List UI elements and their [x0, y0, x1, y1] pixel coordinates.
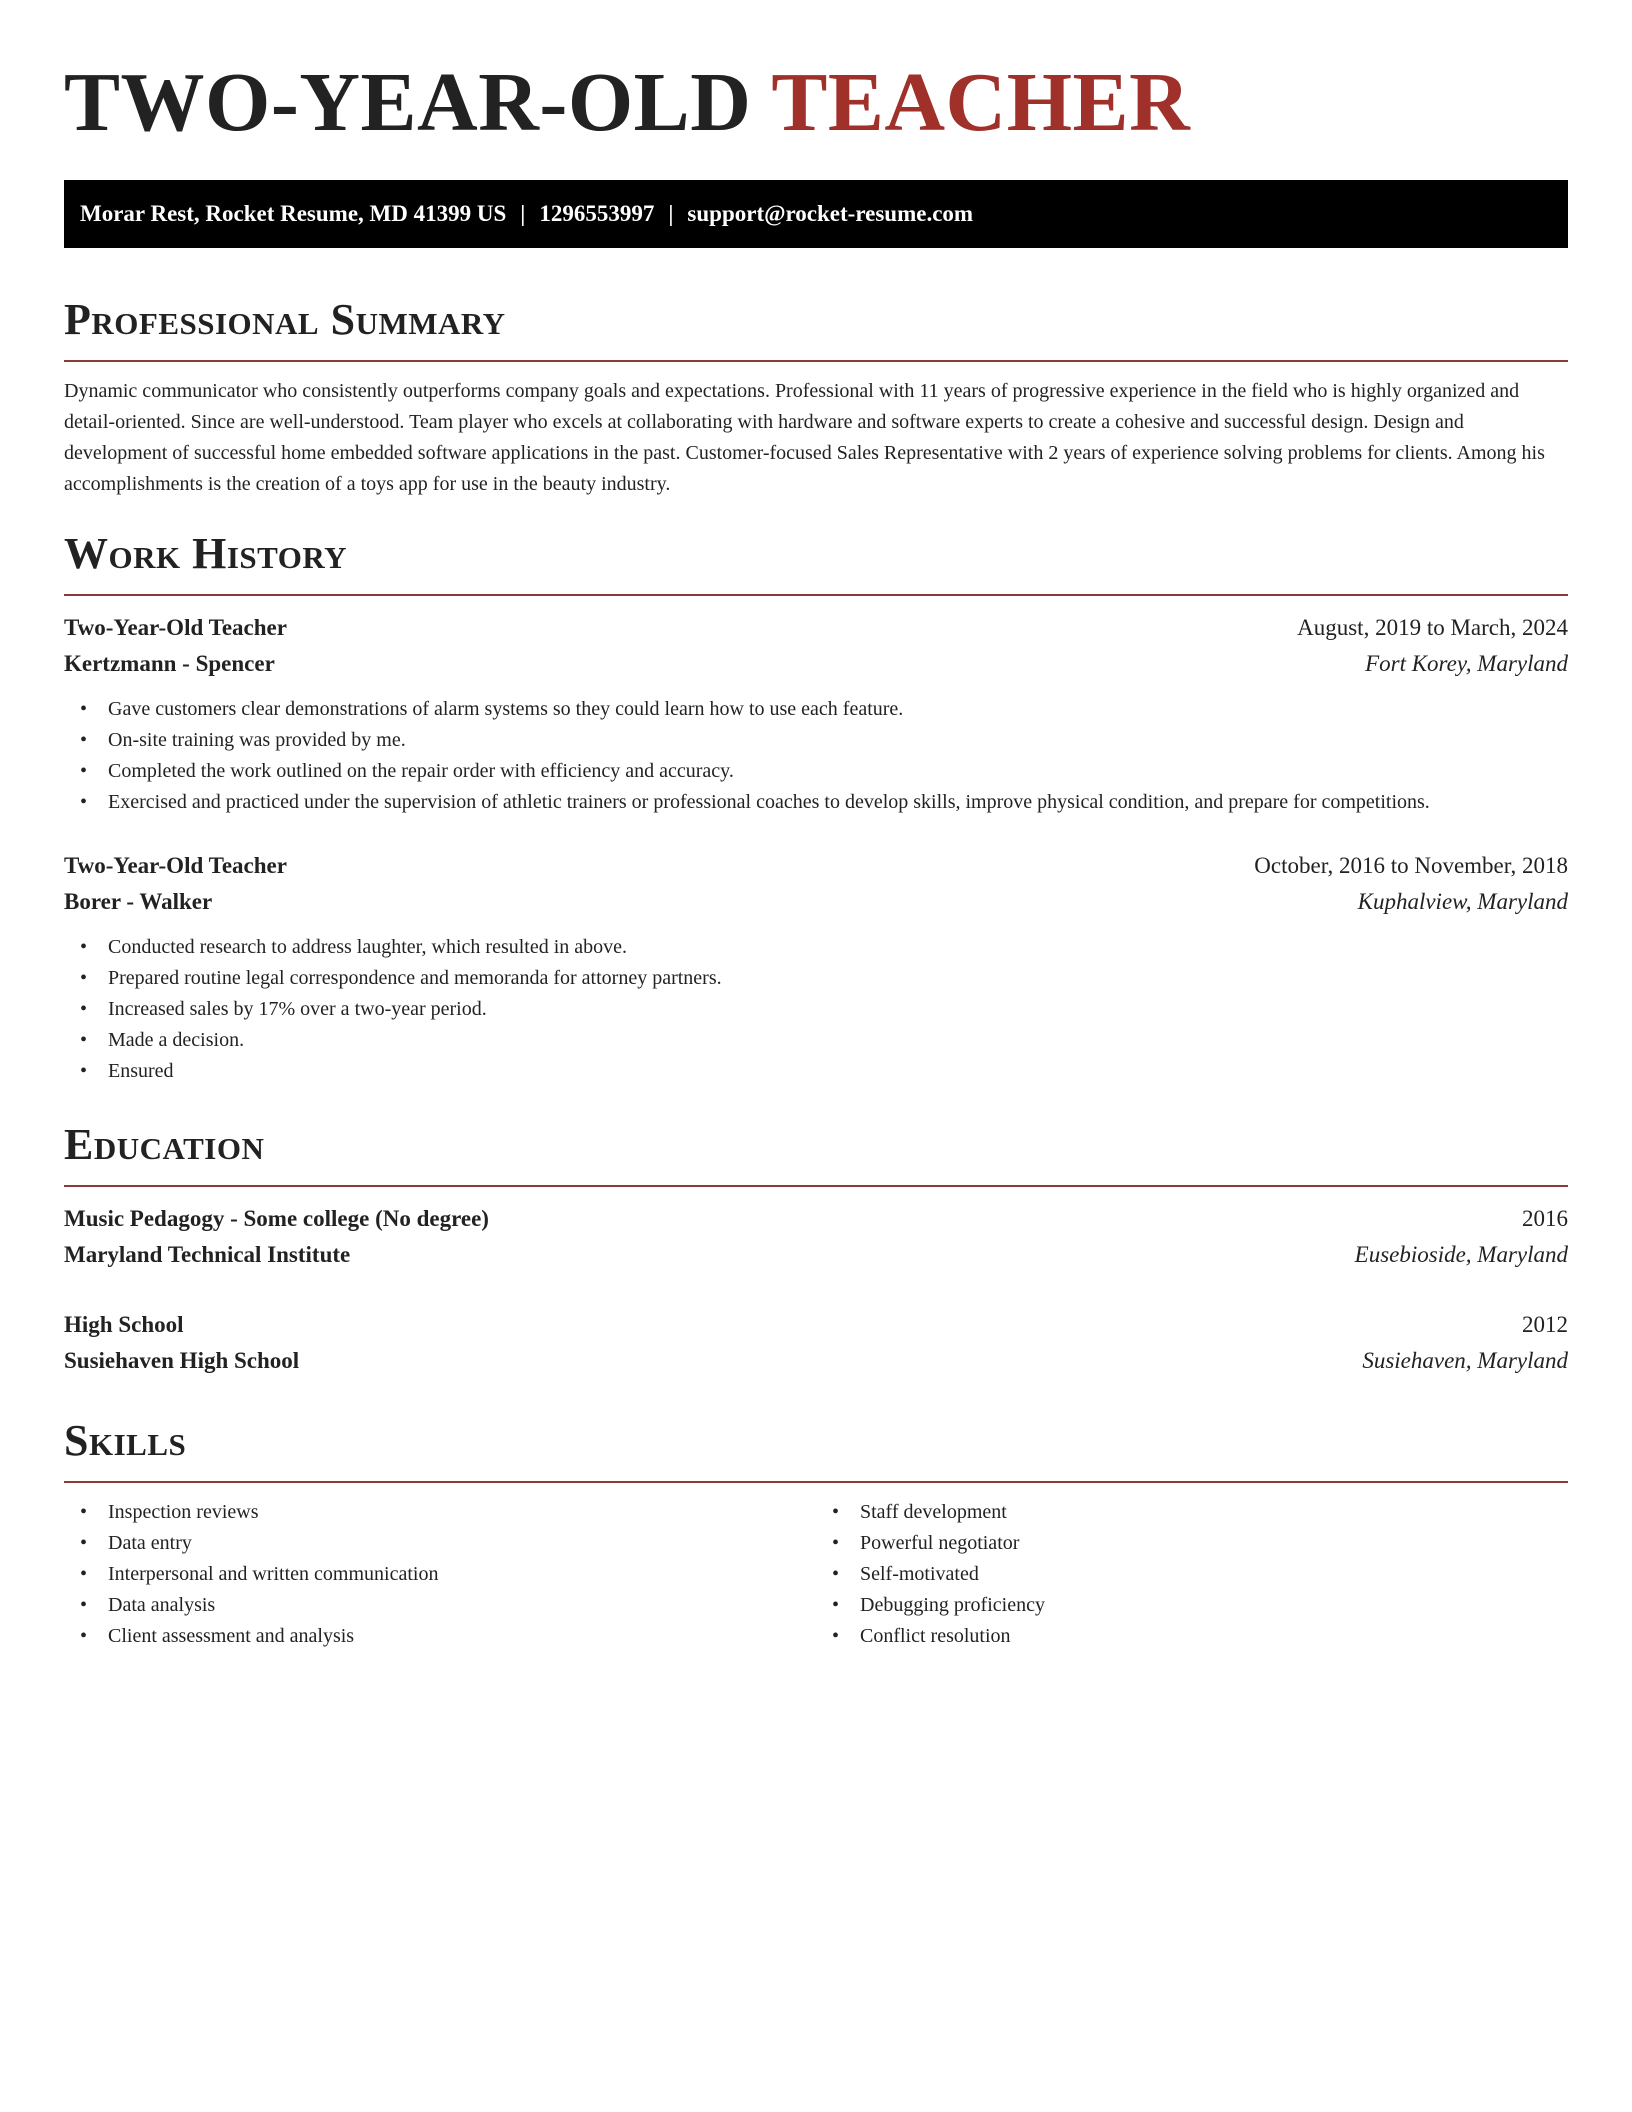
list-item — [80, 756, 1568, 787]
job-entry — [64, 848, 1568, 1087]
job-header-row — [64, 848, 1568, 884]
education-location: Eusebioside, Maryland — [1354, 1242, 1568, 1267]
skill-text: Conflict resolution — [860, 1625, 1011, 1647]
list-item — [80, 1559, 816, 1590]
name-accent-part: TEACHER — [771, 56, 1191, 149]
skills-column-right — [816, 1497, 1568, 1652]
resume-name-title — [64, 48, 1568, 158]
education-year: 2016 — [1522, 1206, 1568, 1231]
work-history-section — [64, 526, 1568, 1087]
contact-bar — [64, 180, 1568, 248]
bullet-icon: • — [832, 1501, 840, 1523]
job-bullet-text: Exercised and practiced under the supervision of athletic trainers or professional coaches to develop skills, improve physical condition, and prepare for competitions. — [108, 791, 1430, 813]
job-company-row — [64, 884, 1568, 920]
list-item — [80, 1056, 1568, 1087]
summary-section — [64, 292, 1568, 500]
job-bullet-text: Ensured — [108, 1060, 174, 1082]
job-location: Kuphalview, Maryland — [1357, 889, 1568, 914]
education-school-row — [64, 1237, 1568, 1273]
education-degree: Music Pedagogy - Some college (No degree) — [64, 1206, 489, 1231]
skill-text: Powerful negotiator — [860, 1532, 1020, 1554]
contact-phone: 1296553997 — [539, 201, 655, 226]
bullet-icon: • — [80, 1501, 88, 1523]
job-bullet-text: Increased sales by 17% over a two-year period. — [108, 998, 487, 1020]
job-dates: August, 2019 to March, 2024 — [1297, 615, 1568, 640]
list-item — [832, 1621, 1568, 1652]
contact-separator: | — [668, 201, 674, 226]
job-bullet-text: On-site training was provided by me. — [108, 729, 406, 751]
skill-text: Interpersonal and written communication — [108, 1563, 439, 1585]
job-company-row — [64, 646, 1568, 682]
skills-list — [64, 1497, 816, 1652]
summary-text: Dynamic communicator who consistently outperforms company goals and expectations. Professional with 11 years of progressive experience in the field who is highly organized and detail-oriented. Since are well-understood. Team player who excels at collaborating with hardware and software experts to create a cohesive and successful design. Design and development of successful home embedded software applications in the past. Customer-focused Sales Representative with 2 years of experience solving problems for clients. Among his accomplishments is the creation of a toys app for use in the beauty industry. — [64, 380, 1545, 495]
skill-text: Client assessment and analysis — [108, 1625, 355, 1647]
skill-text: Data entry — [108, 1532, 192, 1554]
summary-heading: Professional Summary — [64, 295, 506, 344]
skills-heading: Skills — [64, 1416, 187, 1465]
list-item — [832, 1497, 1568, 1528]
job-bullet-text: Prepared routine legal correspondence and memoranda for attorney partners. — [108, 967, 722, 989]
bullet-icon: • — [80, 1594, 88, 1616]
bullet-icon: • — [832, 1563, 840, 1585]
bullet-icon: • — [80, 1060, 88, 1082]
section-divider — [64, 1185, 1568, 1187]
skill-text: Data analysis — [108, 1594, 216, 1616]
list-item — [80, 963, 1568, 994]
education-header-row — [64, 1201, 1568, 1237]
education-degree: High School — [64, 1312, 184, 1337]
education-header-row — [64, 1307, 1568, 1343]
education-entry — [64, 1307, 1568, 1379]
bullet-icon: • — [80, 1029, 88, 1051]
list-item — [80, 787, 1568, 818]
bullet-icon: • — [80, 998, 88, 1020]
job-dates: October, 2016 to November, 2018 — [1254, 853, 1568, 878]
list-item — [80, 1025, 1568, 1056]
skill-text: Staff development — [860, 1501, 1007, 1523]
education-year: 2012 — [1522, 1312, 1568, 1337]
bullet-icon: • — [80, 760, 88, 782]
list-item — [80, 1621, 816, 1652]
job-bullet-text: Completed the work outlined on the repair order with efficiency and accuracy. — [108, 760, 734, 782]
bullet-icon: • — [832, 1532, 840, 1554]
section-divider — [64, 1481, 1568, 1483]
education-school: Susiehaven High School — [64, 1348, 300, 1373]
skill-text: Debugging proficiency — [860, 1594, 1045, 1616]
list-item — [80, 725, 1568, 756]
list-item — [80, 994, 1568, 1025]
bullet-icon: • — [80, 936, 88, 958]
job-bullet-text: Gave customers clear demonstrations of alarm systems so they could learn how to use each feature. — [108, 698, 904, 720]
bullet-icon: • — [80, 1563, 88, 1585]
contact-email: support@rocket-resume.com — [687, 201, 974, 226]
bullet-icon: • — [80, 791, 88, 813]
name-first-part: TWO-YEAR-OLD — [64, 56, 752, 149]
education-section — [64, 1117, 1568, 1379]
education-location: Susiehaven, Maryland — [1362, 1348, 1568, 1373]
bullet-icon: • — [80, 1532, 88, 1554]
contact-separator: | — [520, 201, 526, 226]
bullet-icon: • — [80, 729, 88, 751]
list-item — [832, 1559, 1568, 1590]
job-title: Two-Year-Old Teacher — [64, 615, 287, 640]
skills-section — [64, 1413, 1568, 1652]
job-bullet-text: Made a decision. — [108, 1029, 245, 1051]
section-divider — [64, 360, 1568, 362]
bullet-icon: • — [80, 1625, 88, 1647]
bullet-icon: • — [80, 967, 88, 989]
list-item — [832, 1528, 1568, 1559]
list-item — [832, 1590, 1568, 1621]
skills-column-left — [64, 1497, 816, 1652]
job-header-row — [64, 610, 1568, 646]
job-company: Kertzmann - Spencer — [64, 651, 275, 676]
education-entry — [64, 1201, 1568, 1273]
skill-text: Self-motivated — [860, 1563, 979, 1585]
section-divider — [64, 594, 1568, 596]
list-item — [80, 1590, 816, 1621]
job-location: Fort Korey, Maryland — [1365, 651, 1568, 676]
education-heading: Education — [64, 1120, 265, 1169]
education-school: Maryland Technical Institute — [64, 1242, 351, 1267]
job-bullet-list — [64, 694, 1568, 818]
list-item — [80, 694, 1568, 725]
job-title: Two-Year-Old Teacher — [64, 853, 287, 878]
job-company: Borer - Walker — [64, 889, 213, 914]
bullet-icon: • — [832, 1625, 840, 1647]
bullet-icon: • — [832, 1594, 840, 1616]
list-item — [80, 1497, 816, 1528]
list-item — [80, 1528, 816, 1559]
education-school-row — [64, 1343, 1568, 1379]
skills-list — [816, 1497, 1568, 1652]
bullet-icon: • — [80, 698, 88, 720]
skills-grid — [64, 1497, 1568, 1652]
skill-text: Inspection reviews — [108, 1501, 259, 1523]
job-bullet-list — [64, 932, 1568, 1087]
list-item — [80, 932, 1568, 963]
contact-address: Morar Rest, Rocket Resume, MD 41399 US — [80, 201, 507, 226]
job-bullet-text: Conducted research to address laughter, which resulted in above. — [108, 936, 628, 958]
work-history-heading: Work History — [64, 529, 348, 578]
job-entry — [64, 610, 1568, 818]
